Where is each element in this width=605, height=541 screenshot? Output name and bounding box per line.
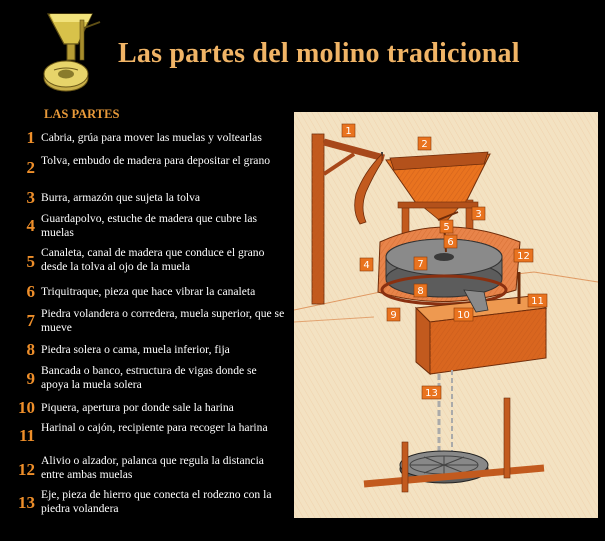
diagram-label-5: 5	[443, 222, 450, 233]
page-title: Las partes del molino tradicional	[118, 38, 520, 69]
part-number: 6	[26, 282, 35, 301]
parts-heading: LAS PARTES	[44, 107, 120, 121]
diagram-label-13: 13	[425, 388, 438, 399]
part-description: Burra, armazón que sujeta la tolva	[41, 191, 201, 204]
part-number: 10	[18, 398, 35, 417]
diagram-label-3: 3	[475, 209, 482, 220]
part-number: 1	[26, 128, 35, 147]
diagram-label-12: 12	[517, 251, 530, 262]
part-description: Piedra solera o cama, muela inferior, fija	[41, 343, 230, 356]
part-number: 3	[26, 188, 35, 207]
part-description: Canaleta, canal de madera que conduce el grano desde la tolva al ojo de la muela	[41, 246, 265, 273]
part-number: 13	[18, 493, 35, 512]
diagram-label-9: 9	[390, 310, 397, 321]
part-number: 8	[26, 340, 35, 359]
diagram-label-2: 2	[421, 139, 428, 150]
part-description: Cabria, grúa para mover las muelas y voltearlas	[41, 131, 262, 144]
diagram-label-7: 7	[417, 259, 424, 270]
part-description: Bancada o banco, estructura de vigas donde se apoya la muela solera	[41, 364, 257, 391]
part-number: 11	[18, 426, 35, 445]
part-description: Tolva, embudo de madera para depositar el grano	[41, 154, 271, 167]
part-description: Eje, pieza de hierro que conecta el rodezno con la piedra volandera	[41, 488, 272, 515]
diagram-label-1: 1	[345, 126, 352, 137]
part-number: 12	[18, 460, 35, 479]
mill-logo-icon	[36, 8, 106, 96]
part-number: 2	[26, 158, 35, 177]
part-description: Triquitraque, pieza que hace vibrar la canaleta	[41, 285, 256, 298]
part-description: Piedra volandera o corredera, muela superior, que se mueve	[41, 307, 285, 334]
diagram-label-10: 10	[457, 310, 470, 321]
part-number: 9	[26, 369, 35, 388]
part-description: Piquera, apertura por donde sale la harina	[41, 401, 234, 414]
part-number: 7	[26, 311, 35, 330]
diagram-label-11: 11	[531, 296, 544, 307]
diagram-label-6: 6	[447, 237, 454, 248]
diagram-label-8: 8	[417, 286, 424, 297]
part-number: 4	[26, 216, 35, 235]
part-description: Alivio o alzador, palanca que regula la distancia entre ambas muelas	[41, 454, 264, 481]
part-number: 5	[26, 252, 35, 271]
part-description: Guardapolvo, estuche de madera que cubre las muelas	[41, 212, 258, 239]
part-description: Harinal o cajón, recipiente para recoger la harina	[41, 421, 268, 434]
mill-illustration	[294, 112, 598, 518]
diagram-label-4: 4	[363, 260, 370, 271]
